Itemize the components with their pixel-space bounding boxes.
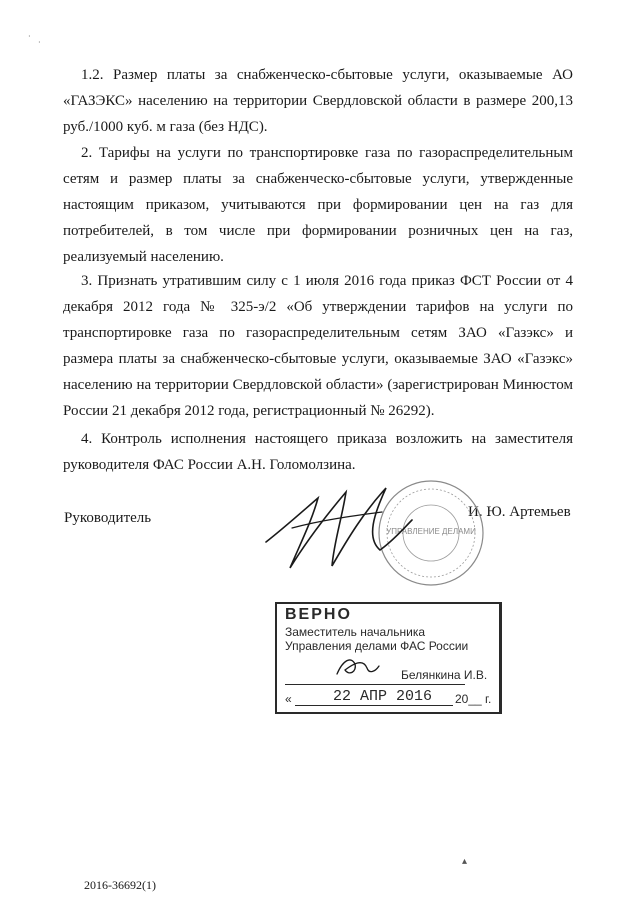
scan-dot: · — [28, 32, 31, 41]
stamp-year: 20__ г. — [455, 692, 492, 706]
paragraph-2: 2. Тарифы на услуги по транспортировке газа по газораспределительным сетям и размер платы за снабженческо-сбытовые услуги, утвержденные настоящим приказом, учитываются при формировании цен на газ для потребителей, в том числе при формировании розничных цен на газ, реализуемый населению. — [63, 145, 573, 265]
stamp-signature-line — [285, 684, 465, 685]
stamp-signature — [333, 650, 383, 680]
scan-dot: · — [38, 38, 41, 47]
certification-stamp — [275, 602, 502, 714]
stamp-position-line1: Заместитель начальника — [285, 625, 426, 639]
seal-center-text: УПРАВЛЕНИЕ ДЕЛАМИ — [386, 527, 476, 536]
signatory-name: И. Ю. Артемьев — [468, 504, 571, 520]
stamp-date: 22 АПР 2016 — [333, 688, 433, 705]
stamp-title: ВЕРНО — [285, 606, 352, 623]
stamp-date-quote: « — [285, 692, 292, 706]
document-number: 2016-36692(1) — [84, 878, 156, 892]
paragraph-4: 4. Контроль исполнения настоящего приказа возложить на заместителя руководителя ФАС России А.Н. Голомолзина. — [63, 431, 573, 473]
stamp-position-line2: Управления делами ФАС России — [285, 639, 469, 653]
scan-dot: ▴ — [462, 856, 468, 867]
stamp-signer-name: Белянкина И.В. — [401, 668, 488, 682]
paragraph-1-2: 1.2. Размер платы за снабженческо-сбытовые услуги, оказываемые АО «ГАЗЭКС» населению на территории Свердловской области в размере 200,13 руб./1000 куб. м газа (без НДС). — [63, 67, 573, 135]
paragraph-3: 3. Признать утратившим силу с 1 июля 2016 года приказ ФСТ России от 4 декабря 2012 года № 325-э/2 «Об утверждении тарифов на услуги по транспортировке газа по газораспределительным сетям ЗАО «Газэкс» и размера платы за снабженческо-сбытовые услуги, оказываемые ЗАО «Газэкс» населению на территории Свердловской области» (зарегистрирован Минюстом России 21 декабря 2012 года, регистрационный № 26292). — [63, 273, 573, 419]
stamp-date-underline — [333, 705, 453, 706]
stamp-date-underline — [295, 705, 333, 706]
handwritten-signature — [262, 480, 442, 575]
signatory-position: Руководитель — [64, 510, 152, 526]
